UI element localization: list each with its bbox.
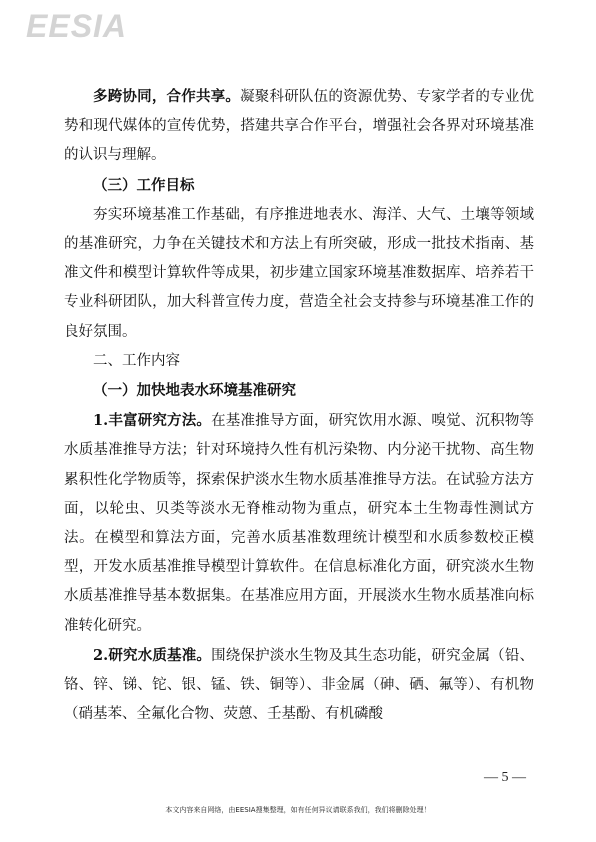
subsection-heading-surface-water	[64, 376, 534, 406]
paragraph-text: 围绕保护淡水生物及其生态功能，研究金属（铅、铬、锌、锑、铊、银、锰、铁、铜等）、非金属（砷、硒、氟等）、有机物（硝基苯、全氟化合物、荧蒽、壬基酚、有机磷酸	[64, 647, 535, 723]
section-heading-content	[64, 347, 534, 376]
paragraph-text: 夯实环境基准工作基础，有序推进地表水、海洋、大气、土壤等领域的基准研究，力争在关键技术和方法上有所突破，形成一批技术指南、基准文件和模型计算软件等成果，初步建立国家环境基准数据库、培养若干专业科研团队，加大科普宣传力度，营造全社会支持参与环境基准工作的良好氛围。	[64, 206, 534, 340]
page-number: — 5 —	[484, 770, 526, 785]
paragraph-lead: 1.丰富研究方法。	[93, 412, 212, 430]
eesia-logo: EESIA	[26, 8, 128, 44]
footer-note: 本文内容来自网络，由EESIA搜集整理，如有任何异议请联系我们，我们将删除处理！	[165, 806, 431, 814]
heading-text: 二、工作内容	[93, 352, 180, 369]
paragraph-text: 在基准推导方面，研究饮用水源、嗅觉、沉积物等水质基准推导方法；针对环境持久性有机污染物、内分泌干扰物、高生物累积性化学物质等，探索保护淡水生物水质基准推导方法。在试验方法方面，以轮虫、贝类等淡水无脊椎动物为重点，研究本土生物毒性测试方法。在模型和算法方面，完善水质基准数理统计模型和水质参数校正模型，开发水质基准推导模型计算软件。在信息标准化方面，研究淡水生物水质基准推导基本数据集。在基准应用方面，开展淡水生物水质基准向标准转化研究。	[64, 413, 535, 634]
paragraph-goals	[64, 201, 534, 347]
paragraph-text: 凝聚科研队伍的资源优势、专家学者的专业优势和现代媒体的宣传优势，搭建共享合作平台，增强社会各界对环境基准的认识与理解。	[64, 89, 535, 164]
paragraph-lead: 2.研究水质基准。	[93, 646, 212, 664]
paragraph-collaboration	[64, 82, 534, 171]
paragraph-water-quality	[64, 641, 534, 730]
paragraph-lead: 多跨协同，合作共享。	[93, 88, 241, 105]
section-heading-goals	[64, 171, 534, 201]
paragraph-methods	[64, 406, 534, 641]
document-body	[64, 82, 534, 729]
heading-text: （三）工作目标	[93, 176, 195, 194]
heading-text: （一）加快地表水环境基准研究	[93, 382, 296, 400]
